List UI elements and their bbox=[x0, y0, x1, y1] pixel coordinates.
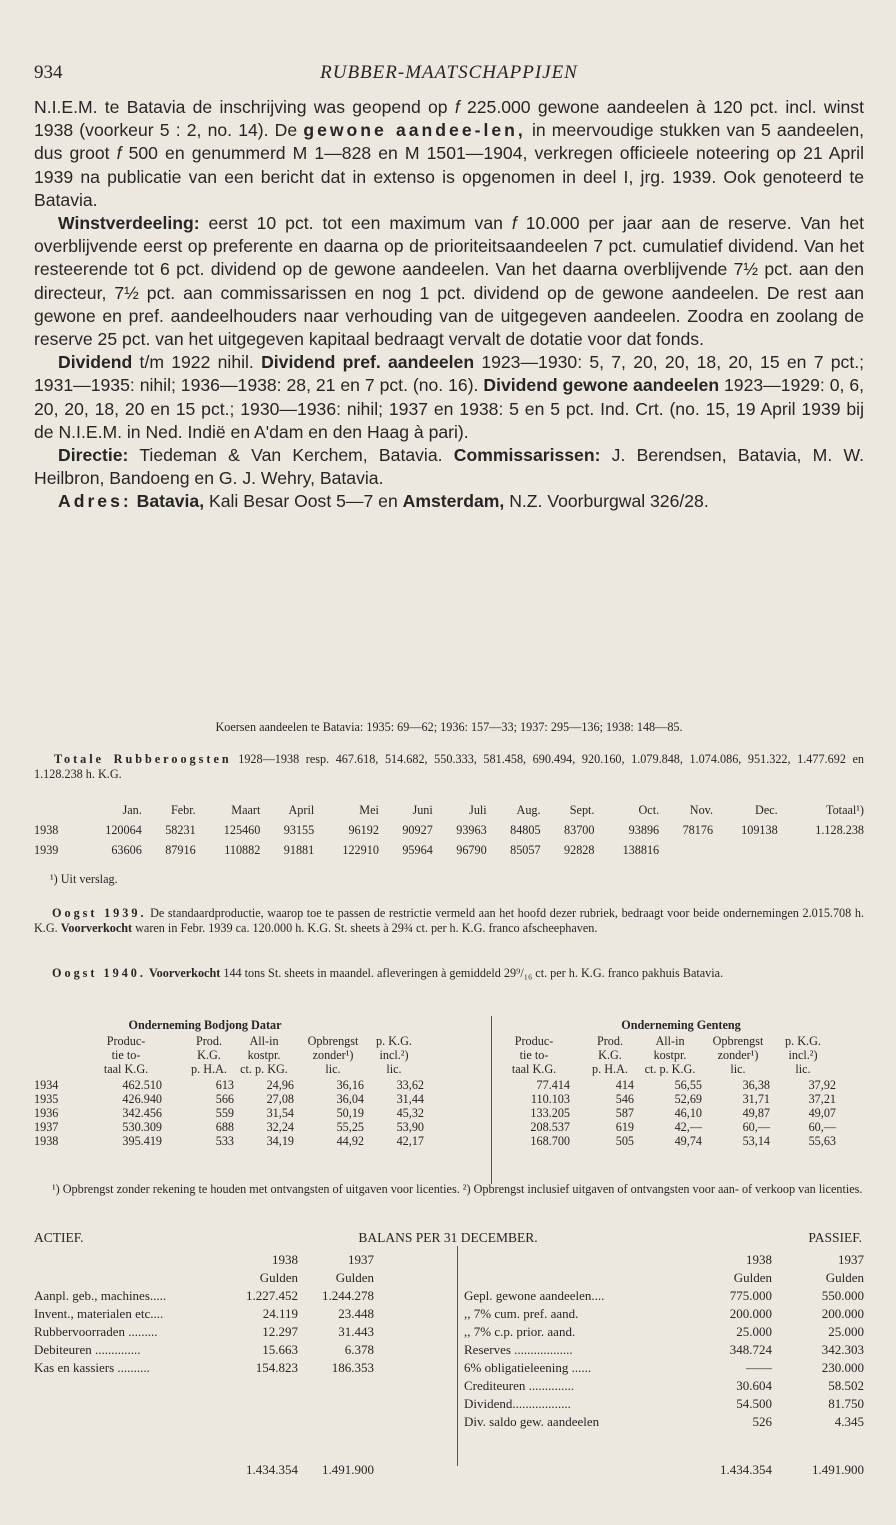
section-label: Directie: bbox=[58, 445, 129, 466]
column-header: zonder¹) bbox=[312, 1048, 354, 1062]
section-label: Oogst 1939. bbox=[52, 906, 147, 920]
section-label: Totale Rubberoogsten bbox=[54, 752, 232, 766]
column-header: lic. bbox=[325, 1062, 341, 1076]
paragraph-dividend bbox=[34, 351, 864, 444]
table-cell: 27,08 bbox=[266, 1092, 294, 1106]
column-header: taal K.G. bbox=[103, 1062, 149, 1076]
column-header: K.G. bbox=[197, 1048, 221, 1062]
column-header: April bbox=[288, 802, 315, 817]
table-cell: 84805 bbox=[510, 822, 541, 837]
column-header: Prod. bbox=[195, 1034, 223, 1048]
table-cell: 505 bbox=[615, 1134, 634, 1148]
table-cell: 122910 bbox=[342, 842, 379, 857]
table-cell: 85057 bbox=[510, 842, 541, 857]
table-cell: 77.414 bbox=[536, 1078, 570, 1092]
balance-value: 550.000 bbox=[821, 1288, 864, 1303]
text: t/m 1922 nihil. bbox=[132, 352, 262, 373]
column-header: All-in bbox=[655, 1034, 685, 1048]
table-cell: 83700 bbox=[564, 822, 595, 837]
column-header: p. H.A. bbox=[592, 1062, 628, 1076]
table-cell: 93155 bbox=[283, 822, 315, 837]
page-title: RUBBER-MAATSCHAPPIJEN bbox=[320, 62, 578, 83]
table-cell: 46,10 bbox=[674, 1106, 702, 1120]
guilder-sign: f bbox=[454, 97, 460, 117]
column-header: p. H.A. bbox=[191, 1062, 227, 1076]
table-cell: 36,04 bbox=[336, 1092, 364, 1106]
section-label: Dividend bbox=[58, 352, 133, 373]
column-header: ct. p. KG. bbox=[240, 1062, 288, 1076]
bold-text: Voorverkocht bbox=[148, 966, 221, 980]
column-header: kostpr. bbox=[653, 1048, 687, 1062]
table-cell: 36,38 bbox=[742, 1078, 770, 1092]
column-header: incl.²) bbox=[788, 1048, 818, 1062]
text: 225.000 gewone aandeelen à 120 pct. incl. winst 1938 (voorkeur 5 : 2, no. 14). De bbox=[34, 97, 864, 141]
balance-item-label: 6% obligatieleening ...... bbox=[464, 1360, 592, 1375]
column-header: Juni bbox=[412, 802, 433, 817]
table-cell bbox=[659, 840, 713, 860]
year-cell: 1935 bbox=[34, 1092, 59, 1106]
table-cell: 1.128.238 bbox=[815, 822, 864, 837]
estate-title: Onderneming Bodjong Datar bbox=[128, 1018, 282, 1032]
table-cell: 110882 bbox=[224, 842, 261, 857]
table-cell: 53,90 bbox=[396, 1120, 424, 1134]
column-header: Aug. bbox=[516, 802, 541, 817]
balance-value: 186.353 bbox=[331, 1360, 374, 1375]
oogst-1940 bbox=[34, 966, 864, 981]
section-label: Adres: bbox=[58, 491, 132, 512]
year-header: 1938 bbox=[746, 1252, 772, 1267]
balance-value: 230.000 bbox=[821, 1360, 864, 1375]
balance-item-label: Aanpl. geb., machines..... bbox=[34, 1288, 167, 1303]
table-cell: 93963 bbox=[456, 822, 487, 837]
column-header: All-in bbox=[249, 1034, 279, 1048]
table-cell: 133.205 bbox=[530, 1106, 570, 1120]
monthly-footnote: ¹) Uit verslag. bbox=[50, 872, 118, 886]
table-cell: 619 bbox=[615, 1120, 634, 1134]
balance-item-label: Reserves .................. bbox=[464, 1342, 573, 1357]
table-cell: 44,92 bbox=[336, 1134, 364, 1148]
balance-title: BALANS PER 31 DECEMBER. bbox=[358, 1230, 538, 1245]
column-header: Produc- bbox=[514, 1034, 554, 1048]
table-cell: 34,19 bbox=[266, 1134, 294, 1148]
text: eerst 10 pct. tot een maximum van bbox=[199, 213, 512, 234]
balance-value: 526 bbox=[752, 1414, 772, 1429]
table-cell: 109138 bbox=[741, 822, 778, 837]
page-number: 934 bbox=[34, 62, 63, 83]
balance-value: 4.345 bbox=[834, 1414, 864, 1429]
column-header: Sept. bbox=[569, 802, 595, 817]
balance-value: 200.000 bbox=[729, 1306, 772, 1321]
column-header: taal K.G. bbox=[511, 1062, 557, 1076]
column-header: Totaal¹) bbox=[826, 802, 864, 817]
balance-total: 1.434.354 bbox=[246, 1462, 298, 1477]
unit-header: Gulden bbox=[259, 1270, 298, 1285]
text: Kali Besar Oost 5—7 en bbox=[204, 491, 403, 512]
balance-value: 58.502 bbox=[828, 1378, 864, 1393]
balance-assets bbox=[34, 1252, 434, 1477]
column-header: incl.²) bbox=[379, 1048, 409, 1062]
balance-value: 1.244.278 bbox=[322, 1288, 374, 1303]
text: 1923—1930: 5, 7, 20, 20, 18, 20, 15 en 7 pct.; 1931—1935: nihil; 1936—1938: 28, 21 en 7 pct. (no. 16). bbox=[34, 352, 864, 396]
table-cell: 426.940 bbox=[122, 1092, 162, 1106]
balance-value: 12.297 bbox=[262, 1324, 298, 1339]
table-cell: 125460 bbox=[223, 822, 261, 837]
column-header: Dec. bbox=[755, 802, 778, 817]
table-header-row bbox=[34, 800, 864, 820]
balance-total: 1.491.900 bbox=[322, 1462, 374, 1477]
text: 1928—1938 resp. 467.618, 514.682, 550.333, 581.458, 690.494, 920.160, 1.079.848, 1.074.086, 951.322, 1.477.692 en 1.128.238 h. K.G. bbox=[34, 752, 865, 781]
totale-rubberoogsten bbox=[34, 752, 864, 782]
table-cell: 120064 bbox=[105, 822, 142, 837]
table-cell: 95964 bbox=[402, 842, 433, 857]
table-cell: 49,07 bbox=[808, 1106, 836, 1120]
column-header: Febr. bbox=[170, 802, 196, 817]
balance-liabilities bbox=[464, 1252, 864, 1477]
column-header: Juli bbox=[469, 802, 487, 817]
table-cell: 566 bbox=[215, 1092, 234, 1106]
monthly-harvest-table bbox=[34, 800, 864, 860]
table-cell: 533 bbox=[215, 1134, 234, 1148]
balance-divider bbox=[457, 1246, 458, 1466]
table-cell: 56,55 bbox=[674, 1078, 702, 1092]
balance-item-label: Gepl. gewone aandeelen.... bbox=[464, 1288, 605, 1303]
table-cell: 395.419 bbox=[122, 1134, 162, 1148]
city-label: Amsterdam, bbox=[402, 491, 505, 512]
balance-value: 775.000 bbox=[729, 1288, 772, 1303]
balance-value: 200.000 bbox=[821, 1306, 864, 1321]
unit-header: Gulden bbox=[825, 1270, 864, 1285]
table-cell: 138816 bbox=[622, 842, 660, 857]
spaced-heading: gewone aandee-len, bbox=[303, 120, 526, 141]
balance-item-label: Crediteuren .............. bbox=[464, 1378, 575, 1393]
year-cell: 1934 bbox=[34, 1078, 59, 1092]
table-cell bbox=[713, 840, 778, 860]
table-cell: 96790 bbox=[456, 842, 487, 857]
balance-value: 24.119 bbox=[262, 1306, 298, 1321]
column-header: ct. p. K.G. bbox=[644, 1062, 696, 1076]
balance-item-label: Rubbervoorraden ......... bbox=[34, 1324, 158, 1339]
column-header: Opbrengst bbox=[307, 1034, 359, 1048]
table-cell: 90927 bbox=[402, 822, 433, 837]
balance-value: 31.443 bbox=[338, 1324, 374, 1339]
balance-value: 30.604 bbox=[736, 1378, 772, 1393]
table-cell: 36,16 bbox=[336, 1078, 364, 1092]
estate-right-table bbox=[498, 1034, 864, 1174]
balance-value: 23.448 bbox=[338, 1306, 374, 1321]
column-header: lic. bbox=[795, 1062, 811, 1076]
table-cell: 33,62 bbox=[396, 1078, 424, 1092]
table-cell: 53,14 bbox=[742, 1134, 770, 1148]
table-cell: 49,87 bbox=[742, 1106, 770, 1120]
section-label: Winstverdeeling: bbox=[58, 213, 200, 234]
section-label: Commissarissen: bbox=[453, 445, 601, 466]
table-cell: 63606 bbox=[111, 842, 142, 857]
estate-footnote: ¹) Opbrengst zonder rekening te houden met ontvangsten of uitgaven voor licenties. ²) Opbrengst inclusief uitgaven of ontvangsten voor aan- of verkoop van licenties. bbox=[52, 1182, 863, 1196]
text: De standaardproductie, waarop toe te passen de restrictie vermeld aan het hoofd dezer rubriek, bedraagt voor beide ondernemingen 2.015.708 h. K.G. bbox=[34, 906, 864, 935]
table-cell: 93896 bbox=[628, 822, 660, 837]
table-cell: 55,63 bbox=[808, 1134, 836, 1148]
text: Tiedeman & Van Kerchem, Batavia. bbox=[128, 445, 454, 466]
column-header: tie to- bbox=[111, 1048, 141, 1062]
column-header: Maart bbox=[231, 802, 261, 817]
year-cell: 1938 bbox=[34, 1134, 59, 1148]
guilder-sign: f bbox=[511, 213, 517, 234]
text: 10.000 per jaar aan de reserve. Van het overblijvende eerst op preferente en daarna op de prioriteitsaandeelen 7 pct. cumulatief dividend. Van het resteerende tot 6 pct. dividend op de gewone aandeelen. Van het daarna overblijvende 7½ pct. aan den directeur, 7½ pct. aan commissarissen en nog 1 pct. dividend op de gewone aandeelen. De rest aan gewone en pref. aandeelhouders naar verhouding van de uitgegeven aandeelen. Zoodra en zoolang de reserve 25 pct. van het uitgegeven kapitaal bedraagt vervalt de dotatie voor dat fonds. bbox=[34, 213, 864, 350]
guilder-sign: f bbox=[116, 143, 122, 164]
table-cell: 587 bbox=[615, 1106, 634, 1120]
balance-value: 6.378 bbox=[344, 1342, 374, 1357]
year-header: 1937 bbox=[348, 1252, 374, 1267]
text: J. Berendsen, Batavia, M. W. Heilbron, Bandoeng en G. J. Wehry, Batavia. bbox=[34, 445, 864, 489]
table-cell: 55,25 bbox=[336, 1120, 364, 1134]
balance-value: 342.303 bbox=[821, 1342, 864, 1357]
table-cell: 546 bbox=[615, 1092, 634, 1106]
column-header: p. K.G. bbox=[785, 1034, 821, 1048]
table-cell: 42,— bbox=[674, 1120, 702, 1134]
balance-value: —— bbox=[746, 1360, 772, 1375]
column-header: Jan. bbox=[122, 802, 142, 817]
table-cell: 208.537 bbox=[530, 1120, 570, 1134]
unit-header: Gulden bbox=[335, 1270, 374, 1285]
table-cell: 37,92 bbox=[808, 1078, 836, 1092]
balance-value: 1.227.452 bbox=[246, 1288, 298, 1303]
table-cell: 31,71 bbox=[742, 1092, 770, 1106]
column-header: kostpr. bbox=[247, 1048, 281, 1062]
balance-item-label: ,, 7% c.p. prior. aand. bbox=[464, 1324, 576, 1339]
table-cell: 50,19 bbox=[336, 1106, 364, 1120]
column-header: Produc- bbox=[106, 1034, 146, 1048]
column-header: Mei bbox=[359, 802, 379, 817]
table-cell: 462.510 bbox=[122, 1078, 162, 1092]
text: N.Z. Voorburgwal 326/28. bbox=[504, 491, 709, 512]
table-cell: 92828 bbox=[564, 842, 595, 857]
balance-value: 54.500 bbox=[736, 1396, 772, 1411]
estate-title: Onderneming Genteng bbox=[621, 1018, 741, 1032]
section-label: Dividend pref. aandeelen bbox=[261, 352, 475, 373]
estate-right-title bbox=[498, 1018, 864, 1033]
table-cell: 168.700 bbox=[530, 1134, 570, 1148]
table-cell: 78176 bbox=[682, 822, 714, 837]
balance-item-label: Div. saldo gew. aandeelen bbox=[464, 1414, 600, 1429]
year-cell: 1937 bbox=[34, 1120, 59, 1134]
table-cell: 58231 bbox=[165, 822, 196, 837]
column-header: Prod. bbox=[596, 1034, 624, 1048]
text: 144 tons St. sheets in maandel. afleveringen à gemiddeld 29⁹/₁₆ ct. per h. K.G. franco pakhuis Batavia. bbox=[220, 966, 724, 980]
paragraph-adres bbox=[34, 490, 864, 513]
table-cell: 613 bbox=[215, 1078, 234, 1092]
body-text bbox=[34, 96, 864, 514]
paragraph-winstverdeeling bbox=[34, 212, 864, 351]
balance-value: 348.724 bbox=[729, 1342, 772, 1357]
column-header: Nov. bbox=[689, 802, 714, 817]
column-header: lic. bbox=[730, 1062, 746, 1076]
koersen-line: Koersen aandeelen te Batavia: 1935: 69—62; 1936: 157—33; 1937: 295—136; 1938: 148—85. bbox=[215, 720, 683, 734]
table-cell: 60,— bbox=[808, 1120, 836, 1134]
bold-text: Voorverkocht bbox=[60, 921, 133, 935]
section-label: Dividend gewone aandeelen bbox=[483, 375, 720, 396]
table-cell: 24,96 bbox=[266, 1078, 294, 1092]
balance-value: 25.000 bbox=[736, 1324, 772, 1339]
table-cell: 342.456 bbox=[122, 1106, 162, 1120]
column-divider bbox=[491, 1016, 492, 1184]
table-cell: 530.309 bbox=[122, 1120, 162, 1134]
table-cell: 45,32 bbox=[396, 1106, 424, 1120]
unit-header: Gulden bbox=[733, 1270, 772, 1285]
text: in meervoudige stukken van 5 aandeelen, dus groot bbox=[34, 120, 864, 164]
column-header: p. K.G. bbox=[376, 1034, 412, 1048]
column-header: lic. bbox=[386, 1062, 402, 1076]
table-cell: 110.103 bbox=[530, 1092, 570, 1106]
paragraph-issue bbox=[34, 96, 864, 212]
text: N.I.E.M. te Batavia de inschrijving was geopend op bbox=[34, 97, 455, 117]
table-cell: 87916 bbox=[165, 842, 196, 857]
balance-value: 154.823 bbox=[255, 1360, 298, 1375]
paragraph-directie bbox=[34, 444, 864, 490]
year-cell: 1936 bbox=[34, 1106, 59, 1120]
table-cell: 91881 bbox=[283, 842, 315, 857]
city-label: Batavia, bbox=[136, 491, 205, 512]
table-cell: 96192 bbox=[348, 822, 379, 837]
column-header: K.G. bbox=[598, 1048, 622, 1062]
balance-total: 1.491.900 bbox=[812, 1462, 864, 1477]
table-cell: 42,17 bbox=[396, 1134, 424, 1148]
balance-item-label: Debiteuren .............. bbox=[34, 1342, 141, 1357]
table-cell: 37,21 bbox=[808, 1092, 836, 1106]
text: 1923—1929: 0, 6, 20, 20, 18, 20 en 15 pct.; 1930—1936: nihil; 1937 en 1938: 5 en 5 pct. Ind. Crt. (no. 15, 19 April 1939 bij de N.I.E.M. in Ned. Indië en A'dam en den Haag à pari). bbox=[34, 375, 864, 442]
table-cell: 31,54 bbox=[266, 1106, 294, 1120]
oogst-1939 bbox=[34, 906, 864, 936]
table-cell: 559 bbox=[215, 1106, 234, 1120]
balance-item-label: Dividend.................. bbox=[464, 1396, 571, 1411]
table-cell: 31,44 bbox=[396, 1092, 424, 1106]
year-cell: 1938 bbox=[34, 822, 59, 837]
balance-value: 15.663 bbox=[262, 1342, 298, 1357]
table-cell: 52,69 bbox=[674, 1092, 702, 1106]
column-header: zonder¹) bbox=[717, 1048, 759, 1062]
balance-item-label: Invent., materialen etc.... bbox=[34, 1306, 164, 1321]
year-cell: 1939 bbox=[34, 842, 59, 857]
balance-actief-label: ACTIEF. bbox=[34, 1230, 84, 1245]
balance-total: 1.434.354 bbox=[720, 1462, 772, 1477]
table-cell: 60,— bbox=[742, 1120, 770, 1134]
estate-left-table bbox=[34, 1034, 486, 1174]
table-cell: 414 bbox=[615, 1078, 634, 1092]
balance-value: 81.750 bbox=[828, 1396, 864, 1411]
table-cell: 49,74 bbox=[674, 1134, 702, 1148]
table-cell: 32,24 bbox=[266, 1120, 294, 1134]
column-header: Oct. bbox=[638, 802, 660, 817]
text: waren in Febr. 1939 ca. 120.000 h. K.G. St. sheets à 29¾ ct. per h. K.G. franco afscheephaven. bbox=[132, 921, 598, 935]
column-header bbox=[34, 800, 77, 820]
year-header: 1937 bbox=[838, 1252, 864, 1267]
table-cell bbox=[778, 840, 864, 860]
balance-item-label: Kas en kassiers .......... bbox=[34, 1360, 150, 1375]
balance-value: 25.000 bbox=[828, 1324, 864, 1339]
column-header: Opbrengst bbox=[712, 1034, 764, 1048]
estate-left-title bbox=[100, 1018, 490, 1033]
table-cell: 688 bbox=[215, 1120, 234, 1134]
table-row bbox=[34, 840, 864, 860]
page-header bbox=[34, 62, 864, 88]
section-label: Oogst 1940. bbox=[52, 966, 146, 980]
column-header: tie to- bbox=[519, 1048, 549, 1062]
text: 500 en genummerd M 1—828 en M 1501—1904, verkregen officieele noteering op 21 April 1939 na publicatie van een bericht dat in extenso is opgenomen in deel I, jrg. 1939. Ook genoteerd te Batavia. bbox=[34, 143, 864, 210]
table-row bbox=[34, 820, 864, 840]
year-header: 1938 bbox=[272, 1252, 298, 1267]
balance-item-label: ,, 7% cum. pref. aand. bbox=[464, 1306, 579, 1321]
balance-passief-label: PASSIEF. bbox=[808, 1230, 862, 1245]
